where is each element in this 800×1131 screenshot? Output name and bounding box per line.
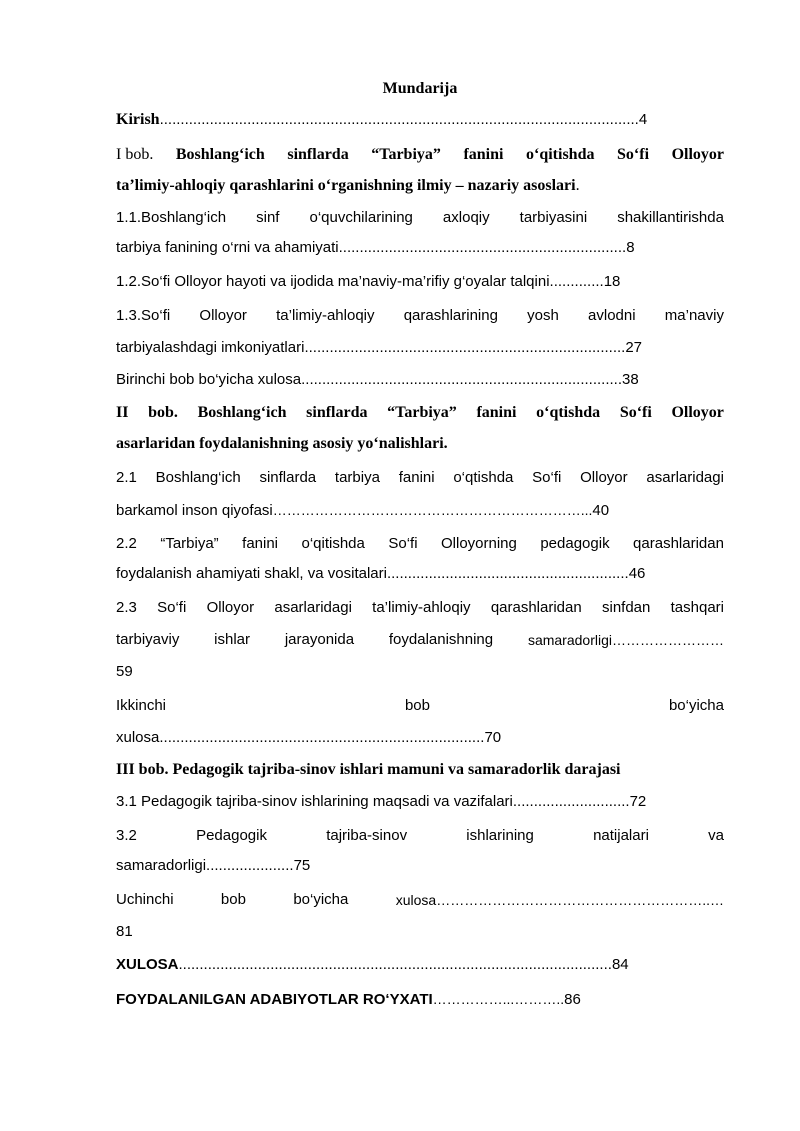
toc-section-1-1-line-2 [116,238,724,258]
word: qarashlaridan [490,599,582,616]
toc-chapter-3-summary-line-1 [116,890,724,910]
word: So‘fi [157,599,187,616]
word: pedagogik [540,535,610,552]
word: II [116,404,129,421]
word: yosh [527,307,559,324]
word: tarbiyaviy [116,631,180,648]
word: So‘fi [532,469,562,486]
leader-dots: .............................................................................. [159,729,485,746]
entry-label: samaradorligi [116,857,207,874]
word: o‘qtishda [536,404,601,421]
word: Ikkinchi [116,697,167,714]
word: qarashlaridan [633,535,724,552]
word: Olloyor [206,599,255,616]
word: 1.1.Boshlang‘ich [116,209,227,226]
word: fanini [463,146,504,163]
word: foydalanishning [388,631,494,648]
leader-dots: ............................................................................. [301,371,623,388]
word: Olloyor [671,146,724,163]
word: avlodni [588,307,636,324]
page-number: 40 [592,502,610,519]
word: Boshlang‘ich [197,404,287,421]
page-number: 86 [564,991,581,1008]
page-number: 81 [116,923,133,940]
word: sinfdan [601,599,651,616]
leader-dots: ................................................................................................................... [159,111,639,128]
page-number: 70 [484,729,502,746]
word: Olloyorning [441,535,517,552]
page-number: 8 [626,239,635,256]
leader-dots: ..................................................................... [338,239,627,256]
entry-label: tarbiya fanining o‘rni va ahamiyati [116,239,339,256]
word: ma’naviy [664,307,724,324]
word: asarlaridagi [646,469,724,486]
word: va [708,827,724,844]
page-number: 84 [611,956,629,973]
entry-label: 3.1 Pedagogik tajriba-sinov ishlarining maqsadi va vazifalari [116,793,513,810]
toc-entry-kirish [116,110,724,130]
word: bo‘yicha [668,697,724,714]
word: tarbiyasini [519,209,588,226]
word: o‘qitishda [301,535,365,552]
word: bo‘yicha [293,891,349,908]
word: sinf [256,209,280,226]
entry-label: Birinchi bob bo‘yicha xulosa [116,371,302,388]
word: Boshlang‘ich [175,146,265,163]
toc-section-2-3-line-1 [116,598,724,618]
word: qarashlarining [403,307,498,324]
page-title: Mundarija [382,80,458,97]
word: fanini [242,535,279,552]
toc-entry-xulosa [116,955,724,975]
word: 2.2 [116,535,137,552]
word: tajriba-sinov [326,827,408,844]
entry-label: xulosa [116,729,160,746]
chapter-prefix: I bob. [116,146,154,163]
toc-chapter-1-line-1 [116,145,724,165]
entry-label: foydalanish ahamiyati shakl, va vositalari [116,565,387,582]
word: 3.2 [116,827,137,844]
entry-label: XULOSA [116,956,179,973]
word: sinflarda [259,469,317,486]
leader-dots: ..................... [206,857,294,874]
word: samaradorligi…………………… [527,632,724,648]
word: natijalari [593,827,649,844]
word: “Tarbiya” [387,404,457,421]
leader-dots: ............................ [512,793,630,810]
word: ishlarining [466,827,534,844]
entry-label: tarbiyalashdagi imkoniyatlari [116,339,305,356]
page-number: 72 [629,793,647,810]
page-number: 75 [293,857,311,874]
word: Boshlang‘ich [155,469,241,486]
toc-section-1-3-line-2 [116,338,724,358]
entry-label: barkamol inson qiyofasi [116,502,273,519]
word: fanini [398,469,435,486]
toc-section-2-2-line-2 [116,564,724,584]
word: tashqari [670,599,724,616]
word: jarayonida [284,631,355,648]
toc-chapter-2-summary-line-2 [116,728,724,748]
leader-dots: ............................................................................. [304,339,626,356]
word: fanini [476,404,517,421]
word: bob [404,697,430,714]
page-number: 59 [116,663,133,680]
leader-dots: ............. [549,273,604,290]
leader-dots: .......................................................... [386,565,629,582]
word: axloqiy [442,209,490,226]
word: “Tarbiya” [160,535,219,552]
word: So‘fi [388,535,418,552]
entry-label: Kirish [116,111,160,128]
toc-section-3-1 [116,792,724,812]
word: ta’limiy-ahloqiy [276,307,375,324]
toc-section-2-1-line-1 [116,468,724,488]
word: Olloyor [580,469,628,486]
word: 2.3 [116,599,137,616]
toc-section-2-1-line-2 [116,500,724,521]
toc-section-1-2 [116,272,724,292]
entry-label: 1.2.So‘fi Olloyor hayoti va ijodida ma’naviy-ma’rifiy g‘oyalar talqini [116,273,550,290]
word: Uchinchi [116,891,174,908]
word: 2.1 [116,469,137,486]
toc-section-2-2-line-1 [116,534,724,554]
word: o‘qitishda [526,146,595,163]
word: xulosa…………………………………………………..… [395,892,724,908]
word: sinflarda [287,146,349,163]
word: Olloyor [199,307,247,324]
word: tarbiya [334,469,380,486]
chapter-title: ta’limiy-ahloqiy qarashlarini o‘rganishning ilmiy – nazariy asoslari [116,177,576,194]
word: So‘fi [617,146,650,163]
toc-section-1-1-line-1 [116,208,724,228]
word: o‘quvchilarining [309,209,413,226]
word: “Tarbiya” [371,146,441,163]
toc-chapter-2-line-1 [116,403,724,423]
word: So‘fi [619,404,652,421]
page-number: 27 [625,339,643,356]
leader-dots: ……………...……….. [432,991,565,1007]
word: shakillantirishda [617,209,724,226]
toc-chapter-2-line-2: asarlaridan foydalanishning asosiy yo‘nalishlari. [116,435,448,452]
page-number: 18 [603,273,621,290]
toc-section-2-3-line-2 [116,630,724,650]
word: bob [220,891,246,908]
page-number: 38 [622,371,639,388]
page-number: 4 [638,111,648,128]
toc-chapter-1-summary [116,370,724,390]
word: asarlaridagi [274,599,352,616]
punctuation: . [575,177,580,194]
leader-dots: ........................................................................................................ [178,956,612,973]
word: ishlar [214,631,251,648]
toc-chapter-2-summary-line-1 [116,696,724,716]
page-number: 46 [628,565,646,582]
toc-chapter-3-heading: III bob. Pedagogik tajriba-sinov ishlari mamuni va samaradorlik darajasi [116,761,621,778]
word: Olloyor [671,404,724,421]
toc-entry-adabiyotlar [116,989,724,1010]
toc-chapter-1-line-2 [116,176,724,196]
entry-label: FOYDALANILGAN ADABIYOTLAR RO‘YXATI [116,991,433,1008]
word: ta’limiy-ahloqiy [372,599,471,616]
toc-section-3-2-line-1 [116,826,724,846]
word: o‘qtishda [453,469,514,486]
word: sinflarda [306,404,368,421]
toc-section-1-3-line-1 [116,306,724,326]
word: Pedagogik [196,827,267,844]
toc-section-3-2-line-2 [116,856,724,876]
word: bob. [148,404,178,421]
word: 1.3.So‘fi [116,307,171,324]
leader-dots: …………………………………………………………... [272,502,593,518]
